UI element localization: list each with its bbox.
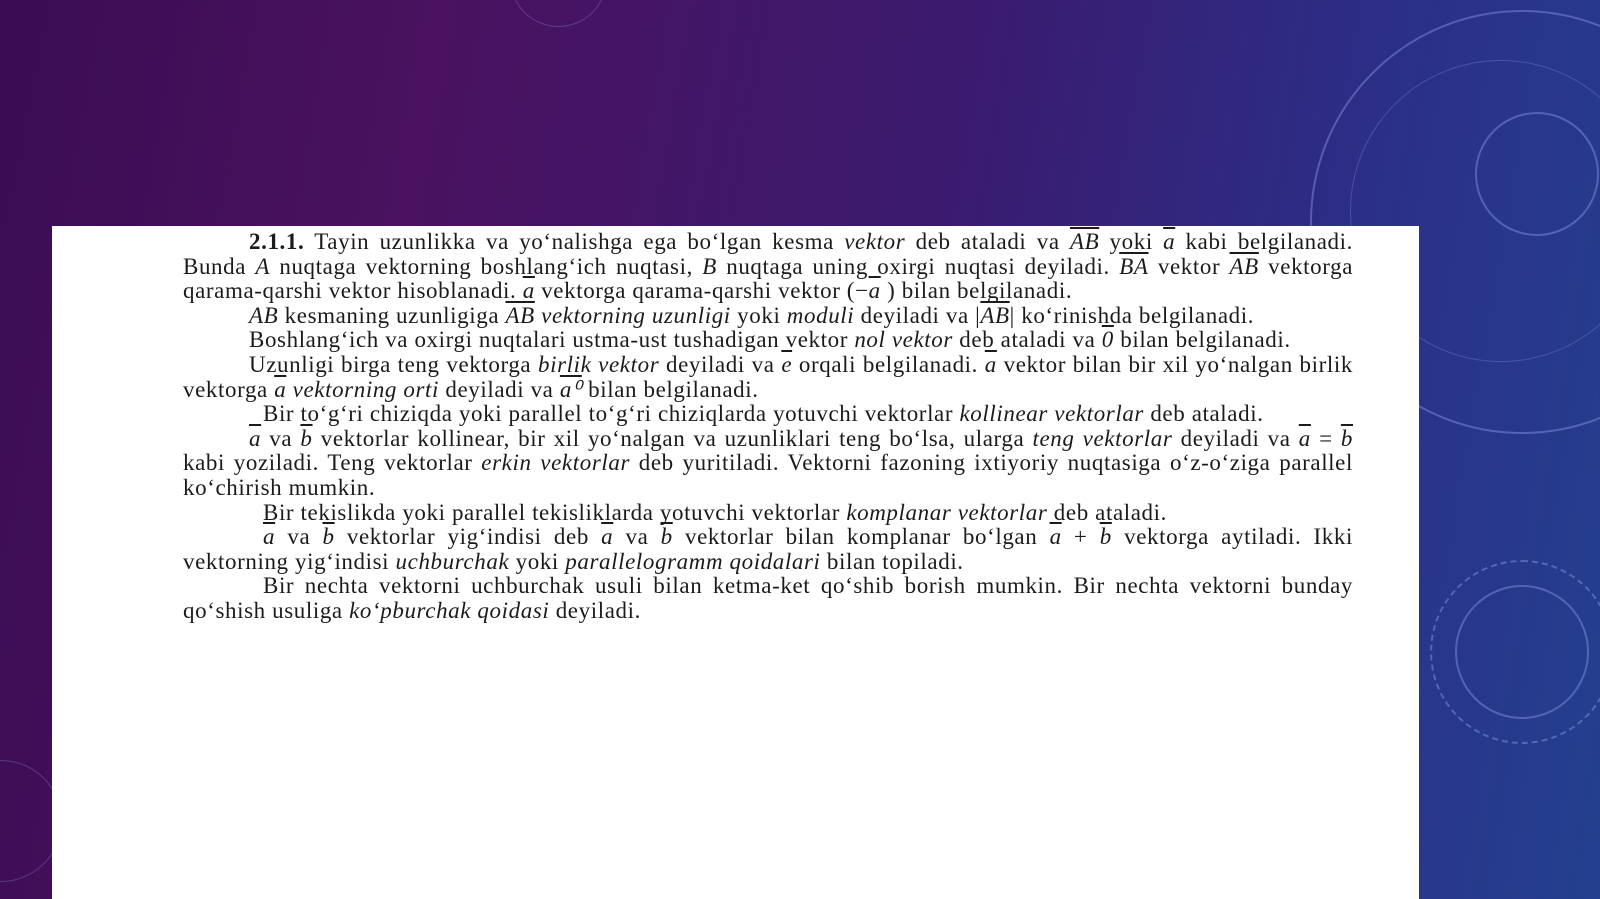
text-run: = xyxy=(1310,425,1341,451)
text-run: Bir nechta vektorni uchburchak usuli bilan ketma-ket qo‘shib borish mumkin. Bir nechta vektorni bunday qo‘shish usuliga xyxy=(183,573,1353,623)
math-symbol: $\overline{a}$ xyxy=(1298,425,1311,451)
term-emphasis: teng vektorlar xyxy=(1032,425,1173,451)
math-symbol: $\overline{BA}$ xyxy=(1119,253,1149,279)
text-run: bilan topiladi. xyxy=(820,548,964,574)
term-emphasis: nol vektor xyxy=(854,327,953,353)
math-symbol: $\overline{AB}$ xyxy=(505,302,535,328)
math-symbol: $\overline{a}$ xyxy=(1049,524,1062,550)
text-run: deb ataladi va xyxy=(952,327,1102,353)
math-symbol: $\overline{a}$ xyxy=(522,278,535,304)
document-panel xyxy=(52,226,1419,899)
term-emphasis: vektor xyxy=(844,229,906,254)
text-run: Bir to‘g‘ri chiziqda yoki parallel to‘g‘ri chiziqlarda yotuvchi vektorlar xyxy=(263,401,960,427)
text-run: deyiladi va xyxy=(659,351,782,377)
math-symbol: $\overline{a}$ xyxy=(249,425,262,451)
text-run: va xyxy=(613,524,661,550)
text-run: deb yuritiladi. Vektorni fazoning ixtiyoriy nuqtasiga o‘z-o‘ziga parallel ko‘chirish mumkin. xyxy=(183,450,1353,500)
math-symbol: $\overline{e}$ xyxy=(781,351,793,377)
math-symbol: $\overline{a}$ xyxy=(601,524,614,550)
text-run: Tayin uzunlikka va yo‘nalishga ega bo‘lgan kesma xyxy=(304,229,845,254)
text-run: bilan belgilanadi. xyxy=(581,376,759,402)
term-emphasis: kollinear vektorlar xyxy=(959,401,1144,427)
math-symbol: $\overline{a}$ xyxy=(263,524,276,550)
math-symbol: $\overline{b}$ xyxy=(660,524,673,550)
text-run: + xyxy=(1061,524,1100,550)
paragraph-vector-definition xyxy=(183,230,1353,304)
text-run: yoki xyxy=(730,302,787,328)
term-emphasis: uchburchak xyxy=(395,548,510,574)
term-emphasis: ko‘pburchak qoidasi xyxy=(349,597,550,623)
term-emphasis: moduli xyxy=(786,302,855,328)
text-run: kesmaning uzunligiga xyxy=(278,302,506,328)
math-symbol: $\overline{AB}$ xyxy=(1069,229,1100,254)
math-symbol: a⁰ xyxy=(559,376,582,402)
text-run: yoki xyxy=(1099,229,1164,254)
math-symbol: $\overline{a}$ xyxy=(1163,229,1176,254)
math-symbol: $\overline{AB}$ xyxy=(980,302,1010,328)
text-run: Bir tekislikda yoki parallel tekisliklarda yotuvchi vektorlar xyxy=(263,499,847,525)
text-run: va xyxy=(261,425,301,451)
text-run: Boshlang‘ich va oxirgi nuqtalari ustma-ust tushadigan vektor xyxy=(249,327,855,353)
math-symbol: $\overline{a}$ xyxy=(868,278,881,304)
text-run: vektorga qarama-qarshi vektor (− xyxy=(534,278,869,304)
text-run: vektorga aytiladi. Ikki vektorning yig‘indisi xyxy=(183,524,1354,574)
document-text xyxy=(183,230,1353,624)
text-run: nuqtaga uning oxirgi nuqtasi deyiladi. xyxy=(716,253,1120,279)
text-run: orqali belgilanadi. xyxy=(792,351,985,377)
paragraph-unit-vector xyxy=(183,353,1353,402)
text-run: bilan belgilanadi. xyxy=(1113,327,1291,353)
text-run: kabi belgilanadi. Bunda xyxy=(183,229,1353,279)
math-symbol: $\overline{b}$ xyxy=(300,425,313,451)
text-run: vektor bilan bir xil yo‘nalgan birlik vektorga xyxy=(183,351,1353,402)
paragraph-vector-length xyxy=(183,304,1353,329)
decorative-ring xyxy=(1475,112,1599,236)
math-symbol: $\overline{b}$ xyxy=(322,524,335,550)
text-run: deyiladi va xyxy=(439,376,560,402)
paragraph-collinear-vectors xyxy=(183,402,1353,427)
term-emphasis: parallelogramm qoidalari xyxy=(565,548,821,574)
text-run: ) bilan belgilanadi. xyxy=(880,278,1073,304)
text-run: deyiladi va | xyxy=(854,302,981,328)
math-symbol: $\overline{AB}$ xyxy=(1229,253,1259,279)
text-run: yoki xyxy=(509,548,566,574)
text-run: kabi yoziladi. Teng vektorlar xyxy=(183,450,482,476)
term-emphasis: vektorning uzunligi xyxy=(534,302,731,328)
text-run: deb ataladi. xyxy=(1143,401,1264,427)
text-run: vektor xyxy=(1148,253,1230,279)
paragraph-zero-vector xyxy=(183,328,1353,353)
math-symbol: $\overline{b}$ xyxy=(1099,524,1112,550)
term-emphasis: vektorning orti xyxy=(286,376,439,402)
text-run: vektorlar yig‘indisi deb xyxy=(334,524,602,550)
paragraph-polygon-rule xyxy=(183,574,1353,623)
math-symbol: $\overline{b}$ xyxy=(1340,425,1353,451)
text-run: | ko‘rinishda belgilanadi. xyxy=(1009,302,1255,328)
section-number: 2.1.1. xyxy=(249,229,305,254)
text-run: vektorlar bilan komplanar bo‘lgan xyxy=(672,524,1050,550)
text-run: Uzunligi birga teng vektorga xyxy=(249,351,538,377)
text-run: deyiladi va xyxy=(1172,425,1299,451)
math-symbol: 0 xyxy=(1101,327,1114,353)
math-symbol: $\overline{a}$ xyxy=(984,351,997,377)
term-emphasis: AB xyxy=(249,302,279,328)
term-emphasis: B xyxy=(702,253,717,279)
paragraph-coplanar-vectors xyxy=(183,501,1353,526)
decorative-ring xyxy=(1455,585,1589,719)
decorative-ring xyxy=(510,0,607,27)
text-run: vektorlar kollinear, bir xil yo‘nalgan va uzunliklari teng bo‘lsa, ularga xyxy=(312,425,1033,451)
text-run: vektorga qarama-qarshi vektor hisoblanadi. xyxy=(183,253,1354,304)
term-emphasis: erkin vektorlar xyxy=(481,450,631,476)
paragraph-equal-vectors xyxy=(183,427,1353,501)
term-emphasis: A xyxy=(255,253,271,279)
term-emphasis: komplanar vektorlar xyxy=(846,499,1048,525)
text-run: va xyxy=(275,524,323,550)
text-run: deb ataladi. xyxy=(1047,499,1167,525)
text-run: deyiladi. xyxy=(549,597,641,623)
text-run: deb ataladi va xyxy=(905,229,1070,254)
text-run: nuqtaga vektorning boshlang‘ich nuqtasi, xyxy=(270,253,703,279)
term-emphasis: birlik vektor xyxy=(538,351,660,377)
math-symbol: $\overline{a}$ xyxy=(274,376,287,402)
paragraph-vector-sum xyxy=(183,525,1353,574)
